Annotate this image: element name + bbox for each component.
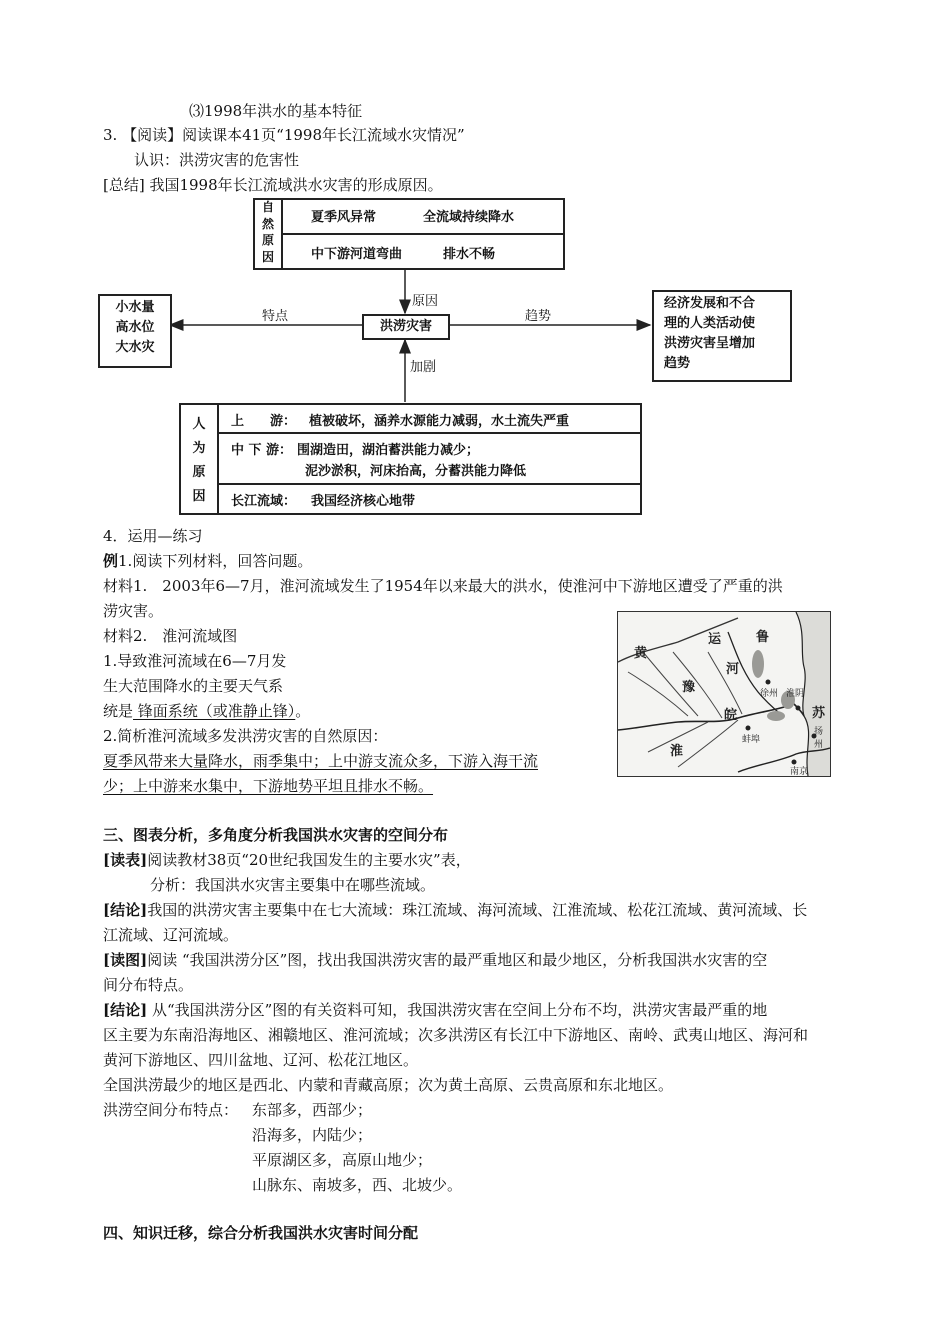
natural-row-2-right: 排水不畅 bbox=[443, 247, 496, 262]
map-label-he: 河 bbox=[726, 662, 740, 677]
sec3-heading: 三、图表分析，多角度分析我国洪水灾害的空间分布 bbox=[103, 826, 449, 844]
sec3-read-table: [读表]阅读教材38页“20世纪我国发生的主要水灾”表， bbox=[103, 851, 471, 869]
human-yangtze-head: 长江流域： bbox=[231, 494, 297, 509]
human-upstream-text: 植被破坏，涵养水源能力减弱，水土流失严重 bbox=[309, 414, 570, 429]
map-label-huang: 黄 bbox=[634, 646, 648, 661]
question1-line3: 统是 锋面系统（或准静止锋）。 bbox=[103, 702, 311, 720]
human-midstream-text-1: 围湖造田，湖泊蓄洪能力减少； bbox=[297, 443, 480, 458]
practice-title: 4．运用—练习 bbox=[103, 527, 203, 545]
natural-label: 自 然 原 因 bbox=[255, 200, 283, 268]
answer2-line2: 少；上中游来水集中，下游地势平坦且排水不畅。 bbox=[103, 777, 434, 795]
map-label-su: 苏 bbox=[812, 706, 826, 721]
trend-box: 经济发展和不合 理的人类活动使 洪涝灾害呈增加 趋势 bbox=[652, 290, 792, 382]
item3-know: 认识：洪涝灾害的危害性 bbox=[134, 151, 300, 169]
map-label-huai: 淮 bbox=[670, 744, 684, 759]
huai-river-map bbox=[617, 611, 831, 777]
answer2-line1: 夏季风带来大量降水，雨季集中；上中游支流众多，下游入海干流 bbox=[103, 752, 539, 770]
sec3-analysis: 分析：我国洪水灾害主要集中在哪些流域。 bbox=[150, 876, 436, 894]
item3-read: 3. 【阅读】阅读课本41页“1998年长江流域水灾情况” bbox=[103, 126, 465, 144]
map-city-bengbu: 蚌埠 bbox=[742, 735, 761, 745]
map-city-yangzhou: 扬州 bbox=[814, 727, 824, 750]
question1-line2: 生大范围降水的主要天气系 bbox=[103, 677, 284, 695]
human-label: 人 为 原 因 bbox=[181, 405, 219, 513]
feature-label: 特点 bbox=[262, 309, 289, 324]
aggravate-label: 加剧 bbox=[410, 360, 437, 375]
material1-line2: 涝灾害。 bbox=[103, 602, 164, 620]
sec3-concl2-line2: 区主要为东南沿海地区、湘赣地区、淮河流域；次多洪涝区有长江中下游地区、南岭、武夷山地区、海河和 bbox=[103, 1026, 809, 1044]
map-label-lu: 鲁 bbox=[756, 630, 770, 645]
sec3-feature-2: 沿海多，内陆少； bbox=[252, 1126, 373, 1144]
item3-sub: ⑶1998年洪水的基本特征 bbox=[189, 102, 363, 120]
trend-label: 趋势 bbox=[525, 309, 552, 324]
sec3-read-map-line2: 间分布特点。 bbox=[103, 976, 194, 994]
map-city-huaiyin: 淮阴 bbox=[786, 689, 805, 699]
natural-row-2-left: 中下游河道弯曲 bbox=[311, 247, 403, 262]
cause-label: 原因 bbox=[412, 294, 439, 309]
example-line: 例1.阅读下列材料，回答问题。 bbox=[103, 552, 313, 570]
sec3-read-map-line1: [读图]阅读 “我国洪涝分区”图，找出我国洪涝灾害的最严重地区和最少地区，分析我国洪水灾害的空 bbox=[103, 951, 768, 969]
human-midstream-text-2: 泥沙淤积，河床抬高，分蓄洪能力降低 bbox=[305, 464, 527, 479]
sec3-concl1-line2: 江流域、辽河流域。 bbox=[103, 926, 239, 944]
summary-line: [总结] 我国1998年长江流域洪水灾害的形成原因。 bbox=[103, 176, 443, 194]
map-label-wan: 皖 bbox=[724, 708, 738, 723]
question2: 2.简析淮河流域多发洪涝灾害的自然原因： bbox=[103, 727, 388, 745]
map-label-yun: 运 bbox=[708, 632, 722, 647]
material2-line: 材料2. 淮河流域图 bbox=[103, 627, 238, 645]
feature-box: 小水量 高水位 大水灾 bbox=[98, 294, 172, 368]
natural-causes-box bbox=[253, 198, 565, 270]
sec3-concl1-line1: [结论]我国的洪涝灾害主要集中在七大流域：珠江流域、海河流域、江淮流域、松花江流域、黄河流域、长 bbox=[103, 901, 808, 919]
sec3-least: 全国洪涝最少的地区是西北、内蒙和青藏高原；次为黄土高原、云贵高原和东北地区。 bbox=[103, 1076, 674, 1094]
sec3-concl2-line3: 黄河下游地区、四川盆地、辽河、松花江地区。 bbox=[103, 1051, 419, 1069]
sec4-heading: 四、知识迁移，综合分析我国洪水灾害时间分配 bbox=[103, 1224, 419, 1242]
map-city-xuzhou: 徐州 bbox=[760, 689, 779, 699]
center-flood-box: 洪涝灾害 bbox=[362, 314, 450, 340]
sec3-feature-1: 东部多，西部少； bbox=[252, 1101, 373, 1119]
natural-row-1-right: 全流域持续降水 bbox=[423, 210, 515, 225]
human-upstream-head: 上 游： bbox=[231, 414, 297, 429]
sec3-feature-3: 平原湖区多，高原山地少； bbox=[252, 1151, 433, 1169]
human-causes-box bbox=[179, 403, 642, 515]
map-label-yu: 豫 bbox=[682, 680, 696, 695]
natural-row-1-left: 夏季风异常 bbox=[311, 210, 377, 225]
human-yangtze-text: 我国经济核心地带 bbox=[311, 494, 416, 509]
human-midstream-head: 中 下 游： bbox=[231, 443, 293, 458]
material1-line1: 材料1. 2003年6—7月，淮河流域发生了1954年以来最大的洪水，使淮河中下游地区遭受了严重的洪 bbox=[103, 577, 783, 595]
sec3-concl2-line1: [结论] 从“我国洪涝分区”图的有关资料可知，我国洪涝灾害在空间上分布不均，洪涝灾害最严重的地 bbox=[103, 1001, 768, 1019]
sec3-features-label: 洪涝空间分布特点： bbox=[103, 1101, 239, 1119]
sec3-feature-4: 山脉东、南坡多，西、北坡少。 bbox=[252, 1176, 463, 1194]
q1-answer: 锋面系统（或准静止锋） bbox=[133, 702, 296, 720]
map-city-nanjing: 南京 bbox=[790, 767, 809, 777]
question1-line1: 1.导致淮河流域在6—7月发 bbox=[103, 652, 287, 670]
